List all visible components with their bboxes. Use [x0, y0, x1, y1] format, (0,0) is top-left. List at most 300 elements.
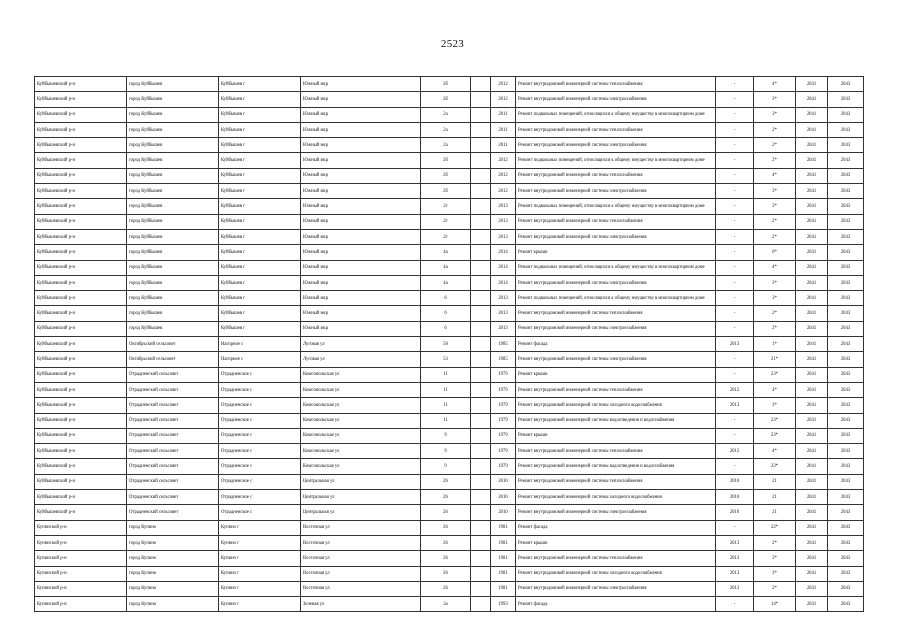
municipality-cell: Отрадненский сельсовет: [127, 382, 219, 397]
build-year-cell: 1979: [491, 382, 516, 397]
settlement-cell: Купино г: [219, 551, 301, 566]
street-cell: Южный мкр: [301, 306, 421, 321]
plan-end-cell: 2043: [828, 413, 864, 428]
plan-start-cell: 2041: [796, 321, 828, 336]
plan-start-cell: 2041: [796, 352, 828, 367]
last-repair-year-cell: -: [716, 199, 754, 214]
building-cell: [471, 551, 491, 566]
building-cell: [471, 260, 491, 275]
street-cell: Южный мкр: [301, 122, 421, 137]
build-year-cell: 2013: [491, 199, 516, 214]
last-repair-year-cell: 2012: [716, 444, 754, 459]
building-cell: [471, 107, 491, 122]
plan-start-cell: 2041: [796, 122, 828, 137]
settlement-cell: Куйбышев г: [219, 260, 301, 275]
plan-end-cell: 2043: [828, 597, 864, 612]
municipality-cell: город Куйбышев: [127, 184, 219, 199]
table-row: [35, 490, 864, 505]
last-repair-year-cell: -: [716, 306, 754, 321]
district-cell: Куйбышевский р-н: [35, 321, 127, 336]
building-cell: [471, 138, 491, 153]
last-repair-year-cell: -: [716, 459, 754, 474]
house-number-cell: 2б: [421, 92, 471, 107]
street-cell: Южный мкр: [301, 77, 421, 92]
building-cell: [471, 444, 491, 459]
municipality-cell: Отрадненский сельсовет: [127, 413, 219, 428]
wear-cell: 3*: [754, 199, 796, 214]
wear-cell: 2*: [754, 581, 796, 596]
build-year-cell: 2012: [491, 92, 516, 107]
plan-start-cell: 2041: [796, 382, 828, 397]
table-row: [35, 260, 864, 275]
build-year-cell: 1979: [491, 413, 516, 428]
settlement-cell: Куйбышев г: [219, 245, 301, 260]
wear-cell: 2*: [754, 535, 796, 550]
plan-end-cell: 2043: [828, 505, 864, 520]
building-cell: [471, 168, 491, 183]
building-cell: [471, 367, 491, 382]
street-cell: Комсомольская ул: [301, 382, 421, 397]
build-year-cell: 2013: [491, 214, 516, 229]
district-cell: Куйбышевский р-н: [35, 153, 127, 168]
work-type-cell: Ремонт внутридомовой инженерной системы теплоснабжения: [516, 382, 716, 397]
house-number-cell: 2б: [421, 168, 471, 183]
district-cell: Куйбышевский р-н: [35, 229, 127, 244]
house-number-cell: 26: [421, 581, 471, 596]
table-row: [35, 398, 864, 413]
plan-end-cell: 2043: [828, 153, 864, 168]
last-repair-year-cell: -: [716, 214, 754, 229]
house-number-cell: 2б: [421, 77, 471, 92]
table-row: [35, 153, 864, 168]
plan-start-cell: 2041: [796, 505, 828, 520]
building-cell: [471, 291, 491, 306]
plan-start-cell: 2041: [796, 184, 828, 199]
municipality-cell: город Куйбышев: [127, 245, 219, 260]
work-type-cell: Ремонт внутридомовой инженерной системы холодного водоснабжения: [516, 566, 716, 581]
table-row: [35, 535, 864, 550]
municipality-cell: город Купино: [127, 551, 219, 566]
municipality-cell: город Куйбышев: [127, 306, 219, 321]
table-row: [35, 291, 864, 306]
building-cell: [471, 184, 491, 199]
settlement-cell: Куйбышев г: [219, 291, 301, 306]
building-cell: [471, 199, 491, 214]
district-cell: Куйбышевский р-н: [35, 92, 127, 107]
district-cell: Куйбышевский р-н: [35, 382, 127, 397]
building-cell: [471, 398, 491, 413]
build-year-cell: 1979: [491, 459, 516, 474]
building-cell: [471, 382, 491, 397]
house-number-cell: 26: [421, 505, 471, 520]
plan-end-cell: 2043: [828, 184, 864, 199]
street-cell: Комсомольская ул: [301, 398, 421, 413]
last-repair-year-cell: 2010: [716, 505, 754, 520]
wear-cell: 23*: [754, 459, 796, 474]
plan-end-cell: 2043: [828, 428, 864, 443]
wear-cell: 3*: [754, 275, 796, 290]
street-cell: Восточная ул: [301, 566, 421, 581]
house-number-cell: 2а: [421, 138, 471, 153]
municipality-cell: город Куйбышев: [127, 291, 219, 306]
street-cell: Луговая ул: [301, 337, 421, 352]
plan-end-cell: 2043: [828, 275, 864, 290]
build-year-cell: 2012: [491, 77, 516, 92]
work-type-cell: Ремонт крыши: [516, 245, 716, 260]
last-repair-year-cell: 2013: [716, 551, 754, 566]
district-cell: Купинский р-н: [35, 520, 127, 535]
plan-end-cell: 2043: [828, 199, 864, 214]
street-cell: Южный мкр: [301, 107, 421, 122]
build-year-cell: 1979: [491, 444, 516, 459]
house-number-cell: 2б: [421, 153, 471, 168]
plan-start-cell: 2041: [796, 474, 828, 489]
wear-cell: 3*: [754, 398, 796, 413]
settlement-cell: Купино г: [219, 566, 301, 581]
building-cell: [471, 92, 491, 107]
settlement-cell: Отрадненское с: [219, 490, 301, 505]
house-number-cell: 2г: [421, 199, 471, 214]
building-cell: [471, 566, 491, 581]
building-cell: [471, 77, 491, 92]
last-repair-year-cell: -: [716, 168, 754, 183]
last-repair-year-cell: -: [716, 352, 754, 367]
wear-cell: 21: [754, 490, 796, 505]
district-cell: Куйбышевский р-н: [35, 505, 127, 520]
settlement-cell: Куйбышев г: [219, 184, 301, 199]
work-type-cell: Ремонт внутридомовой инженерной системы электроснабжения: [516, 138, 716, 153]
street-cell: Центральная ул: [301, 474, 421, 489]
plan-end-cell: 2043: [828, 337, 864, 352]
work-type-cell: Ремонт крыши: [516, 428, 716, 443]
wear-cell: 4*: [754, 77, 796, 92]
building-cell: [471, 535, 491, 550]
settlement-cell: Куйбышев г: [219, 229, 301, 244]
plan-start-cell: 2041: [796, 428, 828, 443]
municipality-cell: город Куйбышев: [127, 153, 219, 168]
street-cell: Южный мкр: [301, 138, 421, 153]
wear-cell: 0*: [754, 245, 796, 260]
plan-start-cell: 2041: [796, 77, 828, 92]
wear-cell: 21: [754, 505, 796, 520]
street-cell: Южный мкр: [301, 184, 421, 199]
table-row: [35, 413, 864, 428]
street-cell: Комсомольская ул: [301, 367, 421, 382]
municipality-cell: город Купино: [127, 566, 219, 581]
table-row: [35, 184, 864, 199]
last-repair-year-cell: -: [716, 291, 754, 306]
work-type-cell: Ремонт внутридомовой инженерной системы электроснабжения: [516, 275, 716, 290]
house-number-cell: 6: [421, 306, 471, 321]
plan-end-cell: 2043: [828, 77, 864, 92]
build-year-cell: 2010: [491, 474, 516, 489]
plan-end-cell: 2043: [828, 535, 864, 550]
build-year-cell: 2010: [491, 490, 516, 505]
build-year-cell: 2011: [491, 122, 516, 137]
work-type-cell: Ремонт подвальных помещений, относящихся к общему имуществу в многоквартирном доме: [516, 291, 716, 306]
work-type-cell: Ремонт внутридомовой инженерной системы электроснабжения: [516, 321, 716, 336]
work-type-cell: Ремонт внутридомовой инженерной системы холодного водоснабжения: [516, 398, 716, 413]
table-row: [35, 107, 864, 122]
municipality-cell: город Куйбышев: [127, 122, 219, 137]
build-year-cell: 2014: [491, 275, 516, 290]
building-cell: [471, 597, 491, 612]
street-cell: Восточная ул: [301, 551, 421, 566]
street-cell: Южный мкр: [301, 321, 421, 336]
municipality-cell: город Куйбышев: [127, 260, 219, 275]
plan-end-cell: 2043: [828, 581, 864, 596]
municipality-cell: город Купино: [127, 520, 219, 535]
build-year-cell: 2012: [491, 168, 516, 183]
municipality-cell: Отрадненский сельсовет: [127, 459, 219, 474]
last-repair-year-cell: -: [716, 321, 754, 336]
municipality-cell: Отрадненский сельсовет: [127, 367, 219, 382]
build-year-cell: 2013: [491, 321, 516, 336]
house-number-cell: 26: [421, 535, 471, 550]
last-repair-year-cell: 2013: [716, 398, 754, 413]
plan-start-cell: 2041: [796, 229, 828, 244]
last-repair-year-cell: -: [716, 184, 754, 199]
plan-end-cell: 2043: [828, 490, 864, 505]
build-year-cell: 1981: [491, 535, 516, 550]
plan-start-cell: 2041: [796, 168, 828, 183]
house-number-cell: 6: [421, 291, 471, 306]
plan-end-cell: 2043: [828, 352, 864, 367]
plan-start-cell: 2041: [796, 444, 828, 459]
wear-cell: 3*: [754, 566, 796, 581]
street-cell: Восточная ул: [301, 581, 421, 596]
work-type-cell: Ремонт внутридомовой инженерной системы электроснабжения: [516, 581, 716, 596]
plan-start-cell: 2041: [796, 597, 828, 612]
wear-cell: 4*: [754, 382, 796, 397]
settlement-cell: Куйбышев г: [219, 92, 301, 107]
build-year-cell: 2013: [491, 229, 516, 244]
street-cell: Луговая ул: [301, 352, 421, 367]
house-number-cell: 4а: [421, 260, 471, 275]
street-cell: Южный мкр: [301, 153, 421, 168]
plan-end-cell: 2043: [828, 260, 864, 275]
last-repair-year-cell: -: [716, 229, 754, 244]
plan-start-cell: 2041: [796, 551, 828, 566]
plan-start-cell: 2041: [796, 245, 828, 260]
plan-start-cell: 2041: [796, 566, 828, 581]
work-type-cell: Ремонт внутридомовой инженерной системы электроснабжения: [516, 92, 716, 107]
street-cell: Южный мкр: [301, 260, 421, 275]
table-row: [35, 597, 864, 612]
table-row: [35, 459, 864, 474]
wear-cell: 2*: [754, 214, 796, 229]
settlement-cell: Отрадненское с: [219, 444, 301, 459]
municipality-cell: Отрадненский сельсовет: [127, 505, 219, 520]
last-repair-year-cell: 2013: [716, 337, 754, 352]
settlement-cell: Куйбышев г: [219, 168, 301, 183]
street-cell: Центральная ул: [301, 505, 421, 520]
plan-start-cell: 2041: [796, 398, 828, 413]
last-repair-year-cell: 2012: [716, 382, 754, 397]
last-repair-year-cell: -: [716, 428, 754, 443]
last-repair-year-cell: -: [716, 413, 754, 428]
district-cell: Купинский р-н: [35, 566, 127, 581]
plan-start-cell: 2041: [796, 581, 828, 596]
municipality-cell: Октябрьский сельсовет: [127, 352, 219, 367]
work-type-cell: Ремонт внутридомовой инженерной системы водоотведения и водоснабжения: [516, 413, 716, 428]
street-cell: Комсомольская ул: [301, 428, 421, 443]
house-number-cell: 9: [421, 444, 471, 459]
settlement-cell: Куйбышев г: [219, 321, 301, 336]
house-number-cell: 2б: [421, 184, 471, 199]
street-cell: Южный мкр: [301, 199, 421, 214]
settlement-cell: Куйбышев г: [219, 275, 301, 290]
build-year-cell: 2013: [491, 306, 516, 321]
municipality-cell: город Купино: [127, 597, 219, 612]
plan-start-cell: 2041: [796, 107, 828, 122]
municipality-cell: город Купино: [127, 535, 219, 550]
building-cell: [471, 214, 491, 229]
plan-start-cell: 2041: [796, 413, 828, 428]
municipality-cell: город Куйбышев: [127, 77, 219, 92]
municipality-cell: город Куйбышев: [127, 321, 219, 336]
house-number-cell: 26: [421, 474, 471, 489]
house-number-cell: 26: [421, 520, 471, 535]
district-cell: Куйбышевский р-н: [35, 214, 127, 229]
wear-cell: 2*: [754, 321, 796, 336]
table-row: [35, 122, 864, 137]
work-type-cell: Ремонт внутридомовой инженерной системы теплоснабжения: [516, 306, 716, 321]
street-cell: Южный мкр: [301, 291, 421, 306]
build-year-cell: 2014: [491, 260, 516, 275]
wear-cell: 21: [754, 474, 796, 489]
table-row: [35, 138, 864, 153]
work-type-cell: Ремонт крыши: [516, 367, 716, 382]
settlement-cell: Отрадненское с: [219, 459, 301, 474]
plan-end-cell: 2043: [828, 474, 864, 489]
municipality-cell: Октябрьский сельсовет: [127, 337, 219, 352]
build-year-cell: 1979: [491, 367, 516, 382]
table-row: [35, 566, 864, 581]
building-cell: [471, 459, 491, 474]
building-cell: [471, 229, 491, 244]
settlement-cell: Отрадненское с: [219, 505, 301, 520]
district-cell: Куйбышевский р-н: [35, 168, 127, 183]
plan-end-cell: 2043: [828, 92, 864, 107]
house-number-cell: 11: [421, 398, 471, 413]
house-number-cell: 2г: [421, 229, 471, 244]
build-year-cell: 2011: [491, 138, 516, 153]
table-row: [35, 229, 864, 244]
district-cell: Куйбышевский р-н: [35, 245, 127, 260]
plan-end-cell: 2043: [828, 122, 864, 137]
district-cell: Куйбышевский р-н: [35, 184, 127, 199]
district-cell: Куйбышевский р-н: [35, 459, 127, 474]
wear-cell: 2*: [754, 306, 796, 321]
municipality-cell: город Куйбышев: [127, 199, 219, 214]
table-row: [35, 92, 864, 107]
building-cell: [471, 520, 491, 535]
settlement-cell: Куйбышев г: [219, 122, 301, 137]
plan-start-cell: 2041: [796, 337, 828, 352]
table-row: [35, 199, 864, 214]
build-year-cell: 1985: [491, 352, 516, 367]
registry-body: [35, 77, 864, 612]
table-row: [35, 581, 864, 596]
municipality-cell: город Куйбышев: [127, 229, 219, 244]
building-cell: [471, 337, 491, 352]
plan-end-cell: 2043: [828, 321, 864, 336]
work-type-cell: Ремонт подвальных помещений, относящихся к общему имуществу в многоквартирном доме: [516, 199, 716, 214]
plan-start-cell: 2041: [796, 490, 828, 505]
last-repair-year-cell: -: [716, 260, 754, 275]
plan-end-cell: 2043: [828, 520, 864, 535]
plan-end-cell: 2043: [828, 444, 864, 459]
house-number-cell: 26: [421, 551, 471, 566]
work-type-cell: Ремонт фасада: [516, 520, 716, 535]
settlement-cell: Куйбышев г: [219, 306, 301, 321]
district-cell: Купинский р-н: [35, 535, 127, 550]
plan-end-cell: 2043: [828, 306, 864, 321]
last-repair-year-cell: -: [716, 367, 754, 382]
work-type-cell: Ремонт внутридомовой инженерной системы холодного водоснабжения: [516, 490, 716, 505]
municipality-cell: город Куйбышев: [127, 168, 219, 183]
settlement-cell: Купино г: [219, 581, 301, 596]
house-number-cell: 58: [421, 337, 471, 352]
municipality-cell: Отрадненский сельсовет: [127, 444, 219, 459]
plan-start-cell: 2041: [796, 153, 828, 168]
district-cell: Куйбышевский р-н: [35, 275, 127, 290]
plan-start-cell: 2041: [796, 306, 828, 321]
work-type-cell: Ремонт внутридомовой инженерной системы электроснабжения: [516, 184, 716, 199]
wear-cell: 14*: [754, 597, 796, 612]
work-type-cell: Ремонт внутридомовой инженерной системы электроснабжения: [516, 505, 716, 520]
district-cell: Куйбышевский р-н: [35, 337, 127, 352]
work-type-cell: Ремонт внутридомовой инженерной системы теплоснабжения: [516, 214, 716, 229]
municipality-cell: Отрадненский сельсовет: [127, 398, 219, 413]
table-row: [35, 474, 864, 489]
wear-cell: 22*: [754, 520, 796, 535]
build-year-cell: 2012: [491, 153, 516, 168]
plan-end-cell: 2043: [828, 245, 864, 260]
house-number-cell: 26: [421, 566, 471, 581]
house-number-cell: 4а: [421, 245, 471, 260]
last-repair-year-cell: -: [716, 92, 754, 107]
wear-cell: 4*: [754, 444, 796, 459]
municipality-cell: Отрадненский сельсовет: [127, 428, 219, 443]
district-cell: Куйбышевский р-н: [35, 77, 127, 92]
settlement-cell: Отрадненское с: [219, 413, 301, 428]
building-cell: [471, 428, 491, 443]
district-cell: Куйбышевский р-н: [35, 398, 127, 413]
building-cell: [471, 306, 491, 321]
work-type-cell: Ремонт внутридомовой инженерной системы водоотведения и водоснабжения: [516, 459, 716, 474]
settlement-cell: Отрадненское с: [219, 367, 301, 382]
last-repair-year-cell: -: [716, 245, 754, 260]
house-number-cell: 2а: [421, 107, 471, 122]
work-type-cell: Ремонт внутридомовой инженерной системы теплоснабжения: [516, 444, 716, 459]
plan-end-cell: 2043: [828, 229, 864, 244]
street-cell: Южный мкр: [301, 245, 421, 260]
district-cell: Куйбышевский р-н: [35, 352, 127, 367]
last-repair-year-cell: -: [716, 520, 754, 535]
district-cell: Куйбышевский р-н: [35, 199, 127, 214]
wear-cell: 4*: [754, 168, 796, 183]
table-row: [35, 428, 864, 443]
build-year-cell: 1981: [491, 581, 516, 596]
building-cell: [471, 505, 491, 520]
table-row: [35, 382, 864, 397]
plan-end-cell: 2043: [828, 107, 864, 122]
work-type-cell: Ремонт внутридомовой инженерной системы теплоснабжения: [516, 551, 716, 566]
last-repair-year-cell: -: [716, 138, 754, 153]
plan-start-cell: 2041: [796, 275, 828, 290]
